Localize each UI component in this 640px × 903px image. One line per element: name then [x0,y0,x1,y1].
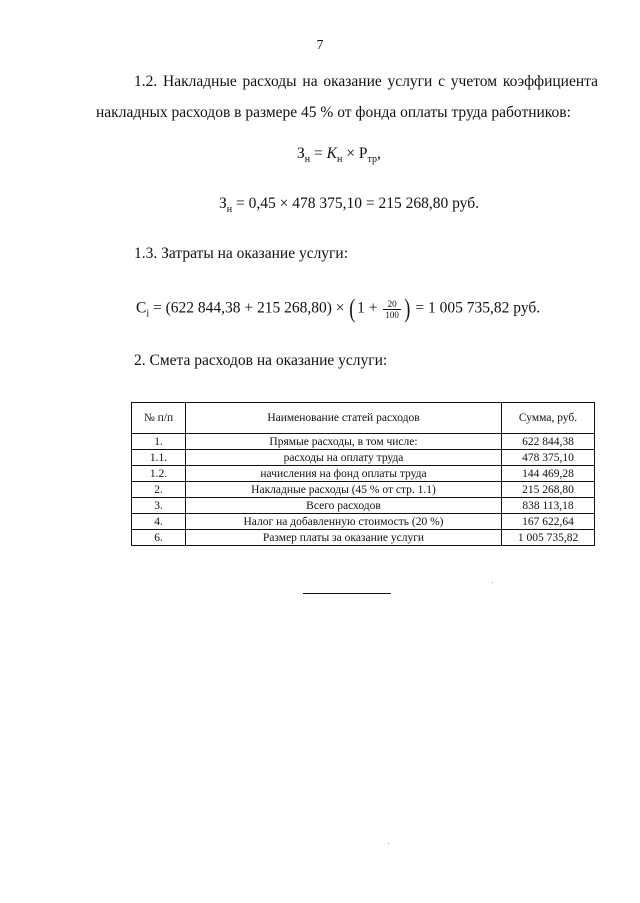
cost-lhs: C [136,299,147,317]
cost-one-plus: 1 + [357,299,378,317]
page-number: 7 [316,38,324,53]
cost-fraction-numerator: 20 [383,299,401,310]
table-row [132,498,595,514]
formula-lhs: З [297,145,305,162]
row-item-name: Всего расходов [186,498,502,514]
row-item-name: Прямые расходы, в том числе: [186,434,502,450]
section-1-3-heading: 1.3. Затраты на оказание услуги: [134,245,349,262]
formula-tail: , [376,145,381,162]
cost-lhs-subscript: i [146,308,150,320]
scan-speck [388,843,389,844]
table-row [132,450,595,466]
table-row [132,466,595,482]
table-row [132,514,595,530]
row-number: 4. [132,514,186,530]
row-number: 3. [132,498,186,514]
header-number: № п/п [132,403,186,434]
calc-lhs: З [219,195,227,212]
row-item-name: Налог на добавленную стоимость (20 %) [186,514,502,530]
table-row [132,434,595,450]
row-number: 1. [132,434,186,450]
row-number: 6. [132,530,186,546]
row-sum: 622 844,38 [502,434,595,450]
cost-fraction [383,299,401,320]
row-item-name: расходы на оплату труда [186,450,502,466]
row-item-name: Накладные расходы (45 % от стр. 1.1) [186,482,502,498]
row-sum: 478 375,10 [502,450,595,466]
cost-formula [136,296,540,322]
formula-payroll-subscript: тр [367,154,377,165]
cost-result: = 1 005 735,82 руб. [415,299,541,317]
row-item-name: Размер платы за оказание услуги [186,530,502,546]
cost-part1: = (622 844,38 + 215 268,80) × [153,299,345,317]
calc-lhs-subscript: н [226,204,233,215]
scan-speck [492,582,493,583]
closing-rule [303,593,391,594]
formula-lhs-subscript: н [304,154,311,165]
table-header-row [132,403,595,434]
row-sum: 144 469,28 [502,466,595,482]
row-sum: 1 005 735,82 [502,530,595,546]
overhead-formula [297,145,381,165]
row-sum: 167 622,64 [502,514,595,530]
formula-payroll: P [358,145,368,162]
table-row [132,530,595,546]
header-item-name: Наименование статей расходов [186,403,502,434]
table-row [132,482,595,498]
row-sum: 215 268,80 [502,482,595,498]
overhead-calculation [219,195,479,215]
header-sum: Сумма, руб. [502,403,595,434]
formula-coefficient: K [326,145,337,162]
formula-coefficient-subscript: н [336,154,343,165]
calc-rhs: = 0,45 × 478 375,10 = 215 268,80 руб. [236,195,479,212]
row-number: 2. [132,482,186,498]
section-2-heading: 2. Смета расходов на оказание услуги: [134,352,388,369]
formula-times: × [346,145,355,162]
cost-close-paren: ) [404,294,411,323]
cost-estimate-table [131,402,595,546]
row-item-name: начисления на фонд оплаты труда [186,466,502,482]
cost-open-paren: ( [349,294,356,323]
formula-equals: = [314,145,323,162]
cost-fraction-denominator: 100 [385,309,399,320]
row-number: 1.1. [132,450,186,466]
section-1-2-paragraph: 1.2. Накладные расходы на оказание услуги с учетом коэффициента накладных расходов в размере 45 % от фонда оплаты труда работников: [96,73,598,121]
row-sum: 838 113,18 [502,498,595,514]
row-number: 1.2. [132,466,186,482]
